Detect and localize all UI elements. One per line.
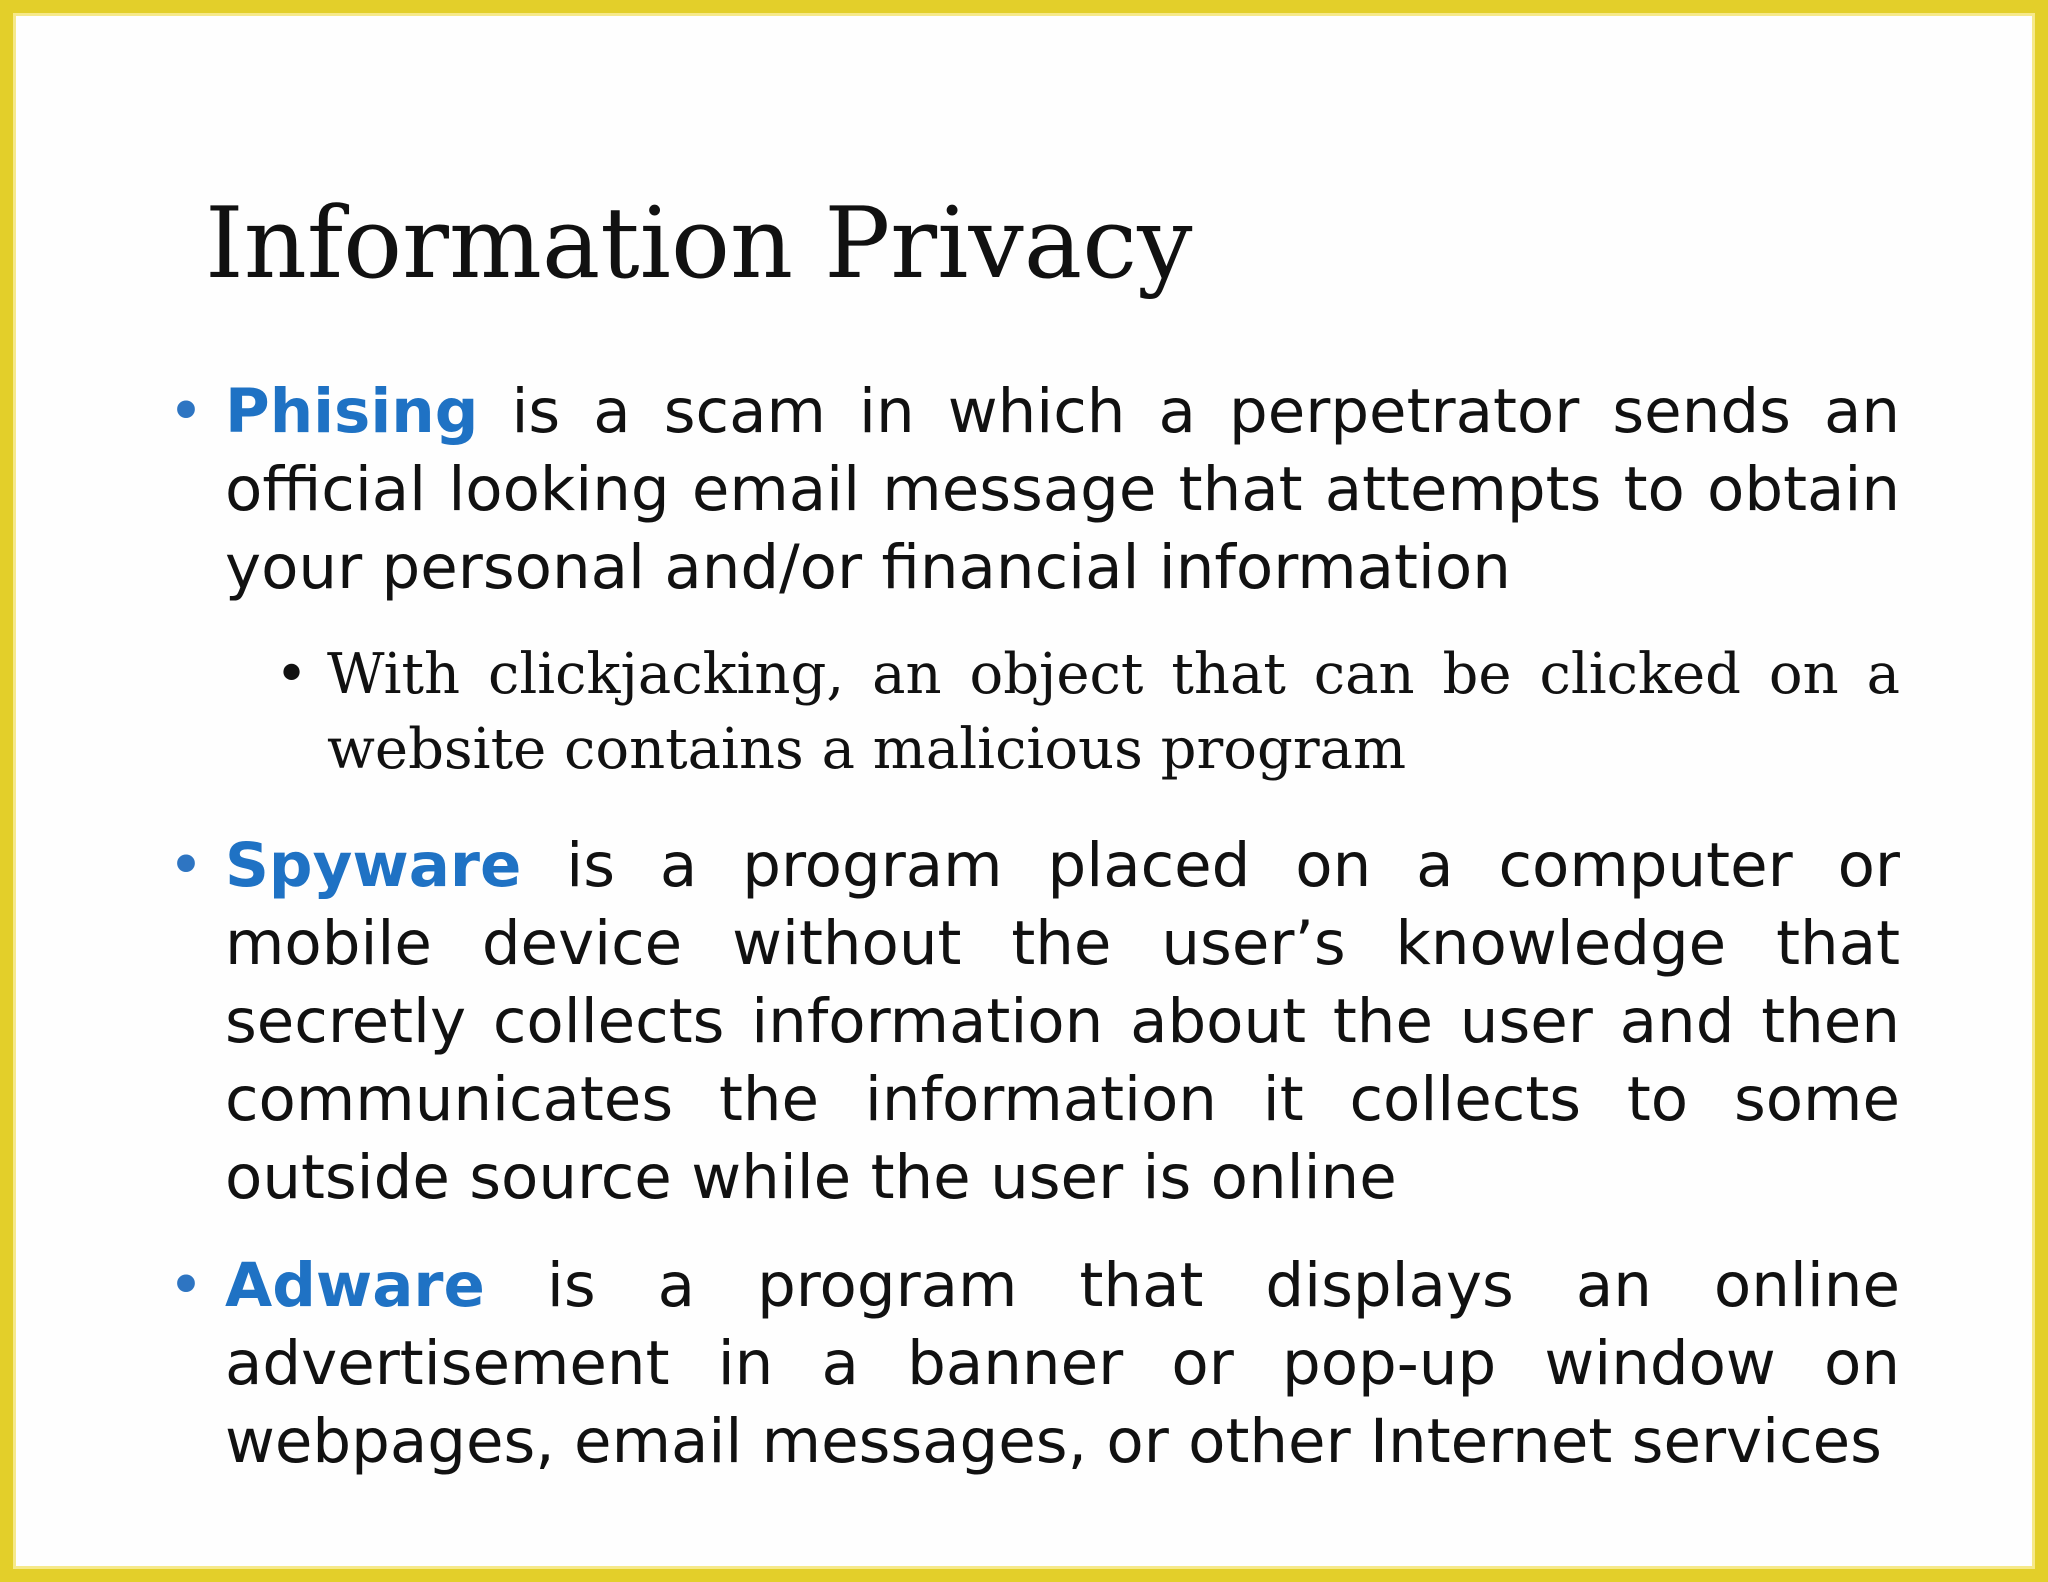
bullet-dot-icon: • <box>168 376 204 447</box>
definition-spyware: is a program placed on a computer or mobile device without the user’s knowledge that secretly collects information about the user and then communicates the information it collects to some outside source while the user is online <box>225 830 1900 1213</box>
clickjacking-text: With clickjacking, an object that can be clicked on a website contains a malicious program <box>327 642 1900 782</box>
term-spyware: Spyware <box>225 830 522 901</box>
slide-title: Information Privacy <box>205 187 1193 301</box>
bullet-dot-icon: • <box>168 830 204 901</box>
term-phishing: Phising <box>225 376 479 447</box>
bullet-spyware <box>168 827 1900 1217</box>
bullet-phishing <box>168 373 1900 607</box>
bullet-dot-icon: • <box>168 1250 204 1321</box>
bullet-adware <box>168 1247 1900 1481</box>
bullet-list <box>168 373 1900 1511</box>
definition-adware: is a program that displays an online advertisement in a banner or pop-up window on webpages, email messages, or other Internet services <box>225 1250 1900 1477</box>
sub-bullet-dot-icon: • <box>275 642 309 707</box>
sub-bullet-clickjacking <box>275 637 1900 787</box>
term-adware: Adware <box>225 1250 485 1321</box>
definition-phishing: is a scam in which a perpetrator sends an official looking email message that attempts to obtain your personal and/or financial information <box>225 376 1900 603</box>
